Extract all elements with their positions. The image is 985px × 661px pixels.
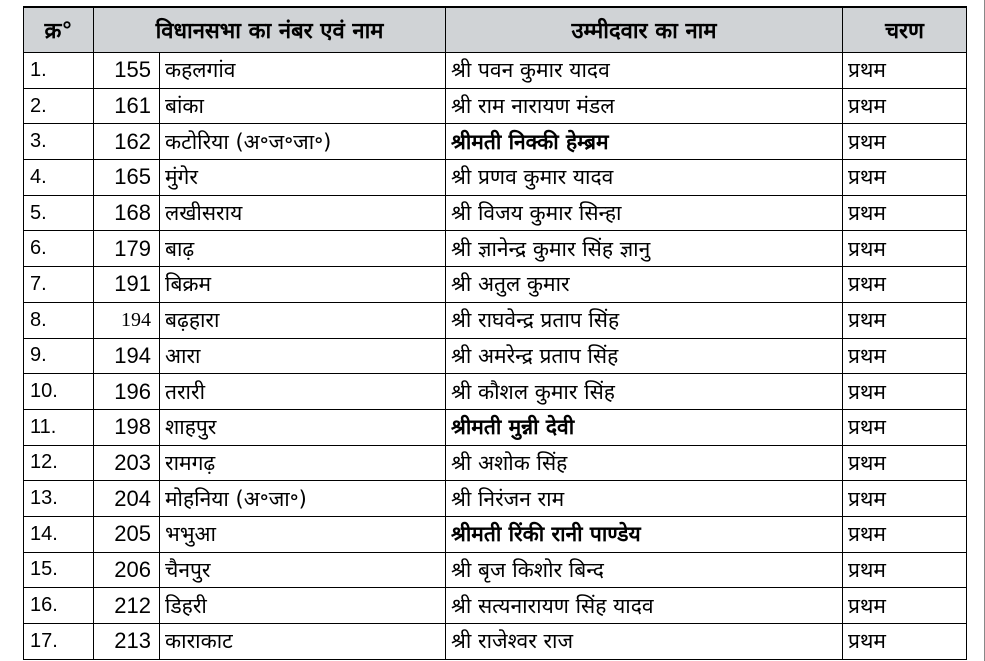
candidate-list-sheet — [23, 6, 966, 660]
row-serial: 7. — [24, 267, 94, 303]
table-body — [24, 53, 967, 660]
row-candidate-name: श्री कौशल कुमार सिंह — [446, 374, 843, 410]
row-constituency-name: बाढ़ — [160, 231, 446, 267]
table-row — [24, 516, 967, 552]
row-phase: प्रथम — [843, 160, 967, 196]
row-phase: प्रथम — [843, 231, 967, 267]
row-constituency-number: 165 — [94, 160, 160, 196]
row-serial: 16. — [24, 588, 94, 624]
row-constituency-name: शाहपुर — [160, 409, 446, 445]
row-phase: प्रथम — [843, 624, 967, 660]
row-constituency-name: लखीसराय — [160, 195, 446, 231]
row-serial: 15. — [24, 552, 94, 588]
row-constituency-number: 161 — [94, 88, 160, 124]
row-constituency-name: डिहरी — [160, 588, 446, 624]
row-phase: प्रथम — [843, 302, 967, 338]
row-constituency-number: 179 — [94, 231, 160, 267]
row-constituency-number: 194 — [94, 338, 160, 374]
row-candidate-name: श्री पवन कुमार यादव — [446, 53, 843, 89]
table-row — [24, 267, 967, 303]
row-candidate-name: श्री बृज किशोर बिन्द — [446, 552, 843, 588]
row-phase: प्रथम — [843, 53, 967, 89]
table-row — [24, 231, 967, 267]
row-phase: प्रथम — [843, 516, 967, 552]
row-phase: प्रथम — [843, 445, 967, 481]
row-constituency-number: 206 — [94, 552, 160, 588]
row-constituency-name: मोहनिया (अ॰जा॰) — [160, 481, 446, 517]
row-phase: प्रथम — [843, 481, 967, 517]
table-row — [24, 195, 967, 231]
row-constituency-name: कहलगांव — [160, 53, 446, 89]
row-constituency-name: बढ़हारा — [160, 302, 446, 338]
row-candidate-name: श्री राघवेन्द्र प्रताप सिंह — [446, 302, 843, 338]
row-constituency-number: 168 — [94, 195, 160, 231]
header-candidate: उम्मीदवार का नाम — [446, 7, 843, 53]
table-row — [24, 338, 967, 374]
row-serial: 8. — [24, 302, 94, 338]
row-constituency-name: बिक्रम — [160, 267, 446, 303]
row-serial: 2. — [24, 88, 94, 124]
row-constituency-name: आरा — [160, 338, 446, 374]
row-candidate-name: श्री अमरेन्द्र प्रताप सिंह — [446, 338, 843, 374]
row-constituency-name: कटोरिया (अ॰ज॰जा॰) — [160, 124, 446, 160]
row-constituency-name: रामगढ़ — [160, 445, 446, 481]
table-row — [24, 124, 967, 160]
row-candidate-name: श्री राजेश्वर राज — [446, 624, 843, 660]
row-serial: 4. — [24, 160, 94, 196]
row-constituency-number: 198 — [94, 409, 160, 445]
header-phase: चरण — [843, 7, 967, 53]
row-phase: प्रथम — [843, 409, 967, 445]
row-serial: 1. — [24, 53, 94, 89]
table-row — [24, 552, 967, 588]
row-candidate-name: श्री ज्ञानेन्द्र कुमार सिंह ज्ञानु — [446, 231, 843, 267]
row-constituency-name: चैनपुर — [160, 552, 446, 588]
row-candidate-name: श्रीमती मुन्नी देवी — [446, 409, 843, 445]
row-phase: प्रथम — [843, 88, 967, 124]
row-serial: 14. — [24, 516, 94, 552]
row-constituency-name: बांका — [160, 88, 446, 124]
row-candidate-name: श्री प्रणव कुमार यादव — [446, 160, 843, 196]
row-candidate-name: श्रीमती रिंकी रानी पाण्डेय — [446, 516, 843, 552]
row-candidate-name: श्री सत्यनारायण सिंह यादव — [446, 588, 843, 624]
row-constituency-name: काराकाट — [160, 624, 446, 660]
row-constituency-number: 194 — [94, 302, 160, 338]
row-constituency-number: 162 — [94, 124, 160, 160]
row-constituency-number: 155 — [94, 53, 160, 89]
table-row — [24, 160, 967, 196]
row-phase: प्रथम — [843, 588, 967, 624]
row-serial: 6. — [24, 231, 94, 267]
row-serial: 3. — [24, 124, 94, 160]
row-candidate-name: श्री निरंजन राम — [446, 481, 843, 517]
row-candidate-name: श्री अशोक सिंह — [446, 445, 843, 481]
row-constituency-number: 204 — [94, 481, 160, 517]
row-serial: 13. — [24, 481, 94, 517]
row-constituency-number: 203 — [94, 445, 160, 481]
row-constituency-name: तरारी — [160, 374, 446, 410]
table-row — [24, 445, 967, 481]
row-constituency-name: भभुआ — [160, 516, 446, 552]
table-row — [24, 302, 967, 338]
row-serial: 10. — [24, 374, 94, 410]
row-serial: 17. — [24, 624, 94, 660]
row-phase: प्रथम — [843, 195, 967, 231]
table-row — [24, 624, 967, 660]
row-candidate-name: श्री अतुल कुमार — [446, 267, 843, 303]
row-constituency-name: मुंगेर — [160, 160, 446, 196]
row-phase: प्रथम — [843, 338, 967, 374]
row-constituency-number: 212 — [94, 588, 160, 624]
row-constituency-number: 213 — [94, 624, 160, 660]
table-row — [24, 588, 967, 624]
row-constituency-number: 205 — [94, 516, 160, 552]
row-candidate-name: श्री राम नारायण मंडल — [446, 88, 843, 124]
row-constituency-number: 191 — [94, 267, 160, 303]
header-constituency: विधानसभा का नंबर एवं नाम — [94, 7, 446, 53]
row-candidate-name: श्री विजय कुमार सिन्हा — [446, 195, 843, 231]
row-candidate-name: श्रीमती निक्की हेम्ब्रम — [446, 124, 843, 160]
row-phase: प्रथम — [843, 267, 967, 303]
table-row — [24, 374, 967, 410]
row-serial: 12. — [24, 445, 94, 481]
row-phase: प्रथम — [843, 124, 967, 160]
row-constituency-number: 196 — [94, 374, 160, 410]
row-phase: प्रथम — [843, 374, 967, 410]
row-serial: 5. — [24, 195, 94, 231]
row-phase: प्रथम — [843, 552, 967, 588]
table-row — [24, 88, 967, 124]
row-serial: 11. — [24, 409, 94, 445]
table-row — [24, 409, 967, 445]
table-row — [24, 53, 967, 89]
table-header-row — [24, 7, 967, 53]
header-serial: क्र° — [24, 7, 94, 53]
table-row — [24, 481, 967, 517]
candidate-table — [23, 6, 967, 660]
row-serial: 9. — [24, 338, 94, 374]
